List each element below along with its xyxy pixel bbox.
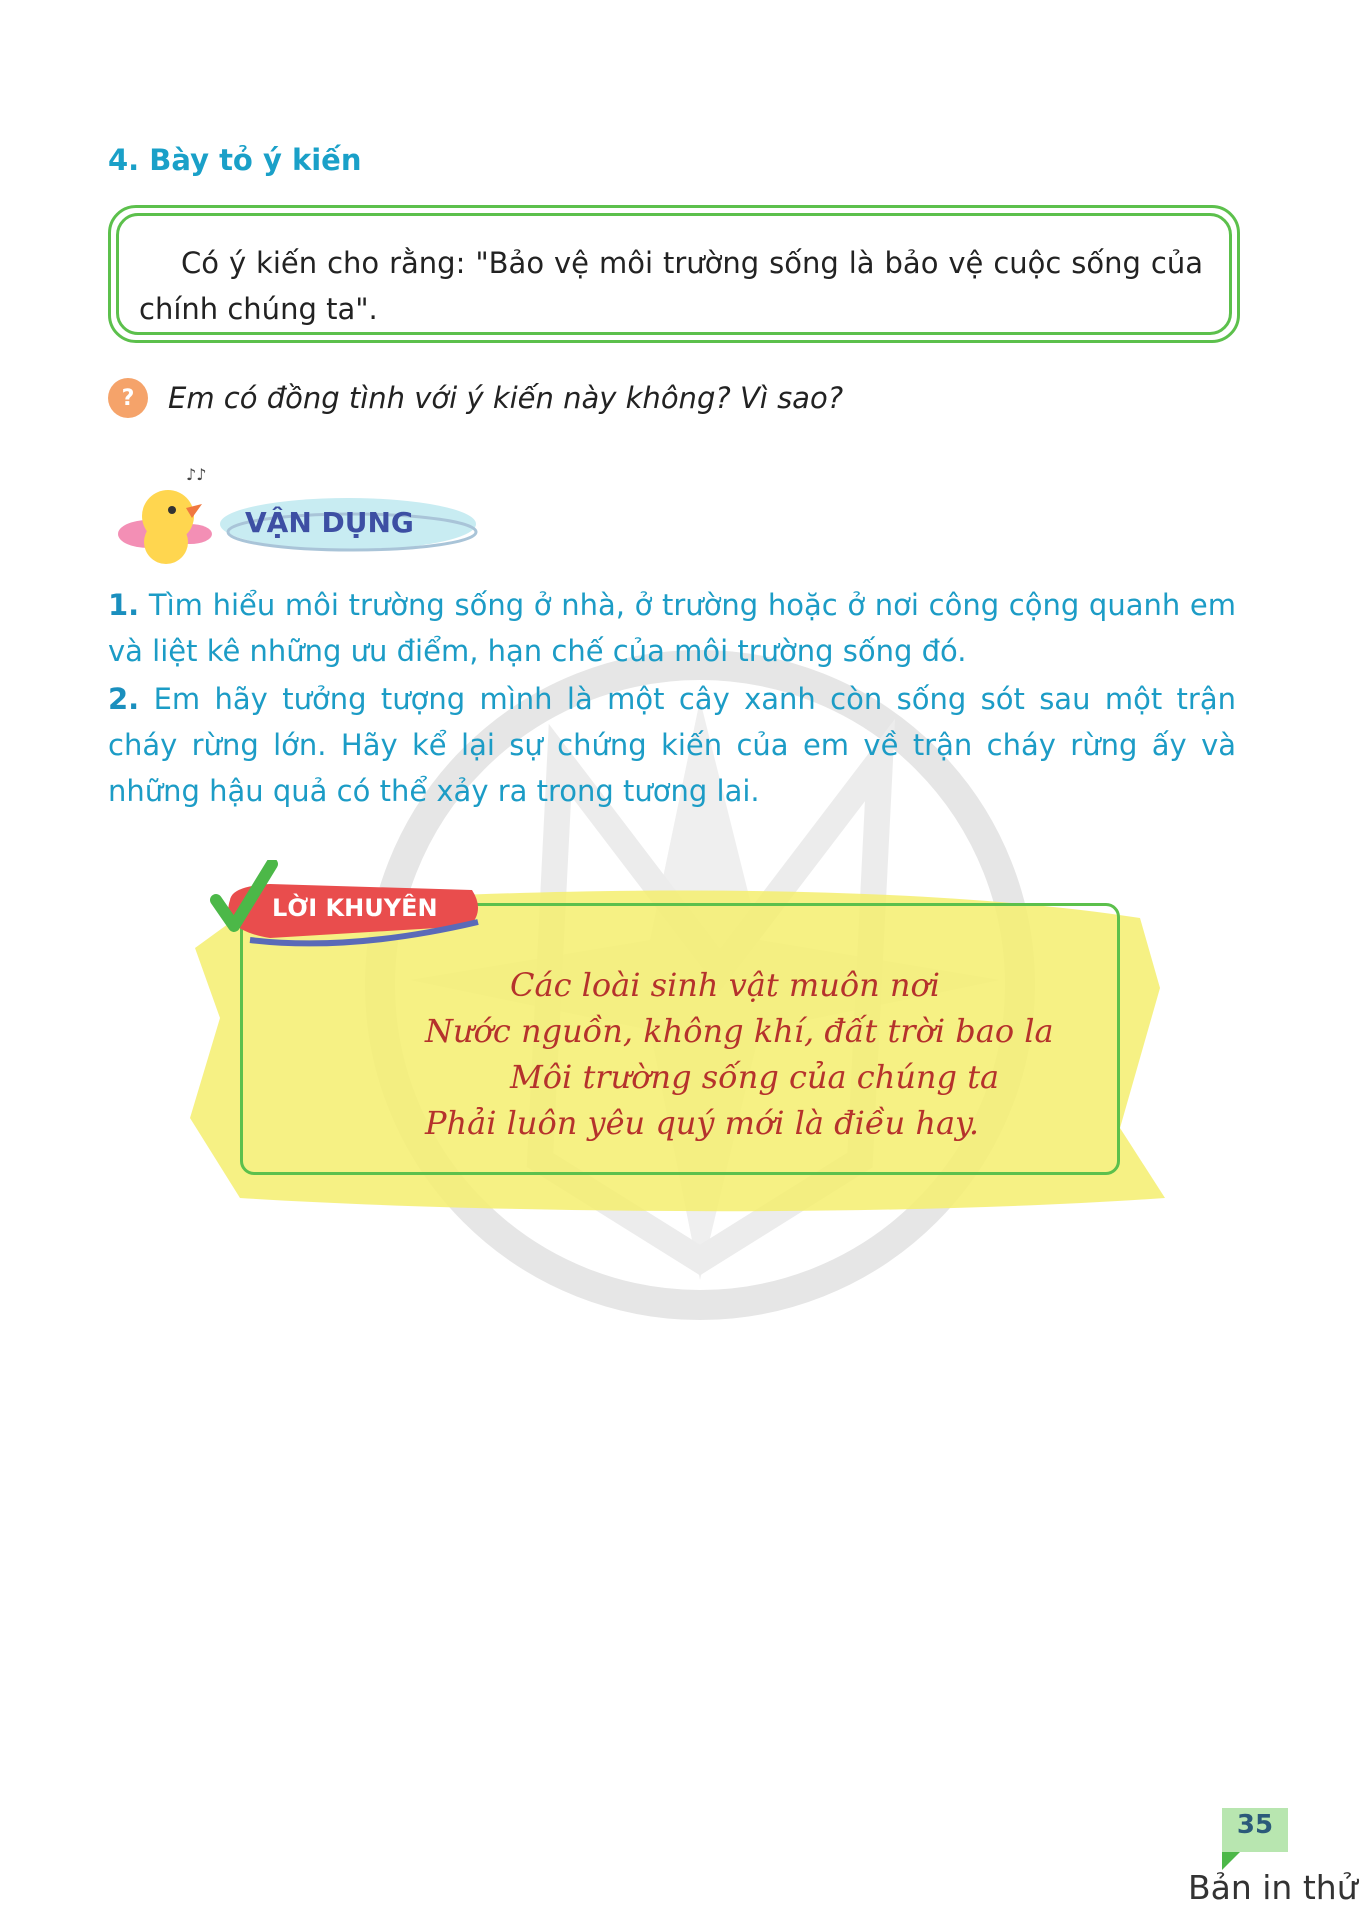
- task-2-number: 2.: [108, 682, 140, 716]
- task-1: [108, 582, 1236, 674]
- page-number: 35: [1236, 1810, 1274, 1840]
- opinion-box: [108, 205, 1240, 343]
- task-1-number: 1.: [108, 588, 140, 622]
- task-2: [108, 676, 1236, 814]
- poem-line-4: Phải luôn yêu quý mới là điều hay.: [425, 1104, 980, 1142]
- question-text: Em có đồng tình với ý kiến này không? Vì sao?: [168, 381, 844, 415]
- question-icon: ?: [108, 378, 148, 418]
- svg-text:♪♪: ♪♪: [186, 465, 207, 484]
- van-dung-title: VẬN DỤNG: [245, 506, 414, 539]
- advice-label: LỜI KHUYÊN: [272, 894, 438, 922]
- poem-line-1: Các loài sinh vật muôn nơi: [510, 966, 940, 1004]
- poem-line-2: Nước nguồn, không khí, đất trời bao la: [425, 1012, 1054, 1050]
- draft-label: Bản in thử: [1188, 1868, 1358, 1907]
- task-1-text: Tìm hiểu môi trường sống ở nhà, ở trường hoặc ở nơi công cộng quanh em và liệt kê những ưu điểm, hạn chế của môi trường sống đó.: [108, 588, 1237, 668]
- bird-mascot-icon: [118, 465, 212, 564]
- question-row: [108, 375, 843, 421]
- poem-line-3: Môi trường sống của chúng ta: [510, 1058, 1000, 1096]
- task-2-text: Em hãy tưởng tượng mình là một cây xanh còn sống sót sau một trận cháy rừng lớn. Hãy kể lại sự chứng kiến của em về trận cháy rừng ấy và những hậu quả có thể xảy ra trong tương lai.: [108, 682, 1237, 808]
- opinion-text: Có ý kiến cho rằng: "Bảo vệ môi trường sống là bảo vệ cuộc sống của chính chúng ta".: [116, 213, 1232, 335]
- section-heading: 4. Bày tỏ ý kiến: [108, 143, 362, 177]
